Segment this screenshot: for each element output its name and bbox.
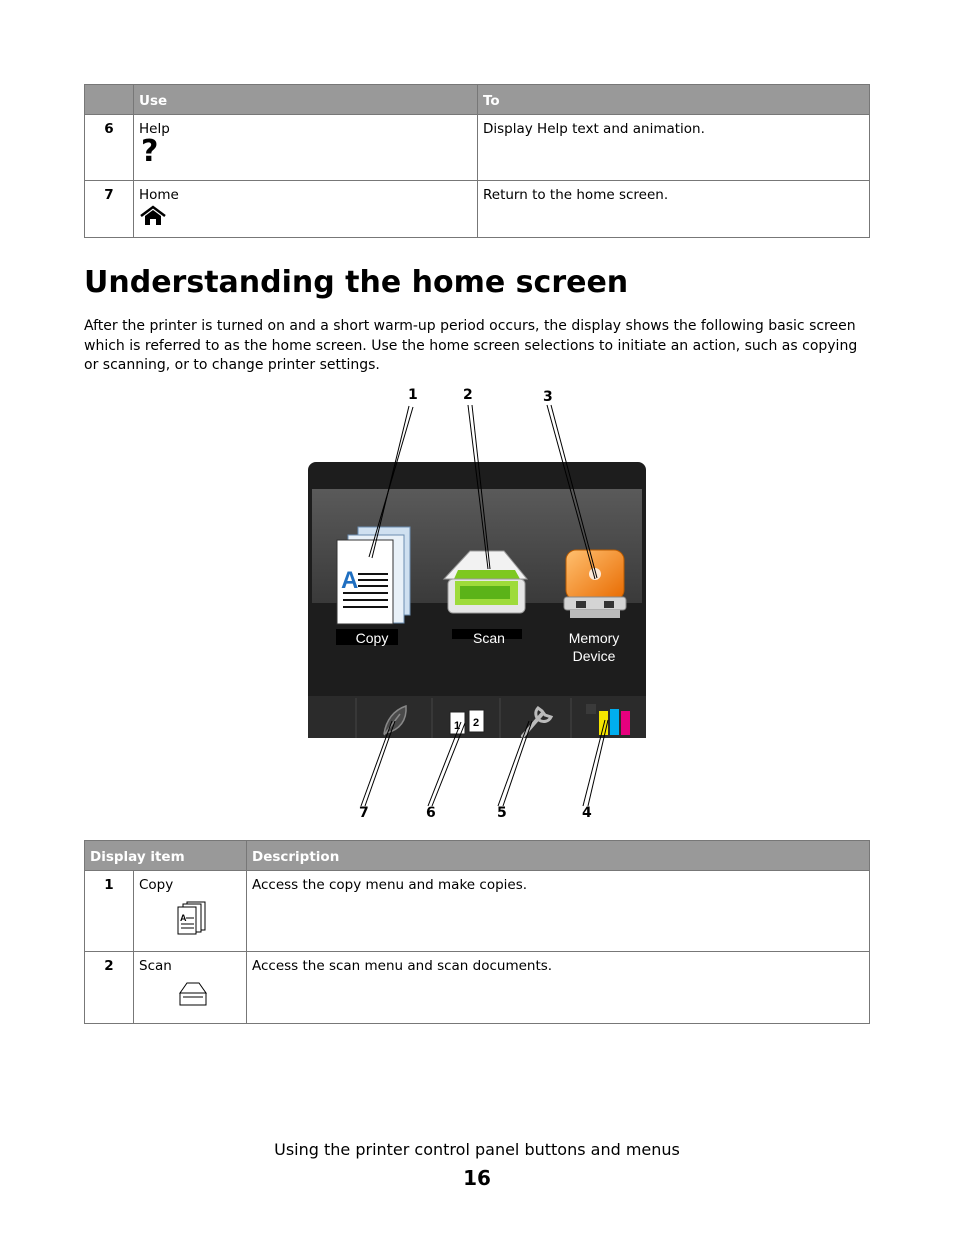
column-header-description: Description xyxy=(247,841,870,871)
ink-bar-cyan xyxy=(610,709,619,735)
use-label: Home xyxy=(139,187,179,203)
section-heading: Understanding the home screen xyxy=(84,265,629,300)
help-icon: ? xyxy=(141,134,159,169)
table-header-row xyxy=(85,841,870,871)
display-item-label: Scan xyxy=(139,958,172,974)
use-label: Help xyxy=(139,121,170,137)
home-screen-display xyxy=(308,462,646,738)
app-label-scan[interactable]: Scan xyxy=(473,630,505,646)
copy-icon[interactable] xyxy=(337,527,410,624)
page-number: 16 xyxy=(463,1166,491,1190)
row-description: Access the scan menu and scan documents. xyxy=(247,952,870,1024)
row-number: 6 xyxy=(85,115,134,181)
table-row xyxy=(85,952,870,1024)
copy-icon xyxy=(175,901,207,935)
row-description: Display Help text and animation. xyxy=(478,115,870,181)
table-header-row xyxy=(85,85,870,115)
top-button-table xyxy=(84,84,870,238)
callout-6: 6 xyxy=(426,805,436,821)
callout-2: 2 xyxy=(463,387,473,403)
callout-7: 7 xyxy=(359,805,369,821)
svg-text:A: A xyxy=(180,913,187,923)
home-icon xyxy=(139,205,167,227)
row-number: 7 xyxy=(85,181,134,238)
display-item-label: Copy xyxy=(139,877,174,893)
column-header-to: To xyxy=(478,85,870,115)
ink-bar-magenta xyxy=(621,711,630,735)
app-label-memory[interactable]: Memory xyxy=(568,630,620,646)
row-description: Return to the home screen. xyxy=(478,181,870,238)
duplex-digit-2: 2 xyxy=(473,717,480,729)
footer-title: Using the printer control panel buttons and menus xyxy=(274,1140,680,1159)
column-header-display-item: Display item xyxy=(85,841,247,871)
svg-text:A: A xyxy=(341,567,359,594)
intro-paragraph: After the printer is turned on and a short warm-up period occurs, the display shows the following basic screen which is referred to as the home screen. Use the home screen selections to initiate an action, such as copying or scanning, or to change printer settings. xyxy=(84,318,858,373)
app-label-device: Device xyxy=(572,648,616,664)
callout-5: 5 xyxy=(497,805,507,821)
column-header-use: Use xyxy=(134,85,478,115)
row-number: 1 xyxy=(85,871,134,952)
scanner-icon xyxy=(177,981,209,1007)
ink-bar-yellow xyxy=(599,711,608,735)
table-row xyxy=(85,871,870,952)
app-label-copy[interactable]: Copy xyxy=(355,630,389,646)
table-row xyxy=(85,115,870,181)
table-row xyxy=(85,181,870,238)
callout-3: 3 xyxy=(543,389,553,405)
duplex-digit-1: 1 xyxy=(454,720,461,732)
usb-drive-icon[interactable] xyxy=(564,550,626,618)
callout-4: 4 xyxy=(582,805,592,821)
row-description: Access the copy menu and make copies. xyxy=(247,871,870,952)
display-item-table xyxy=(84,840,870,1024)
row-number: 2 xyxy=(85,952,134,1024)
callout-1: 1 xyxy=(408,387,418,403)
